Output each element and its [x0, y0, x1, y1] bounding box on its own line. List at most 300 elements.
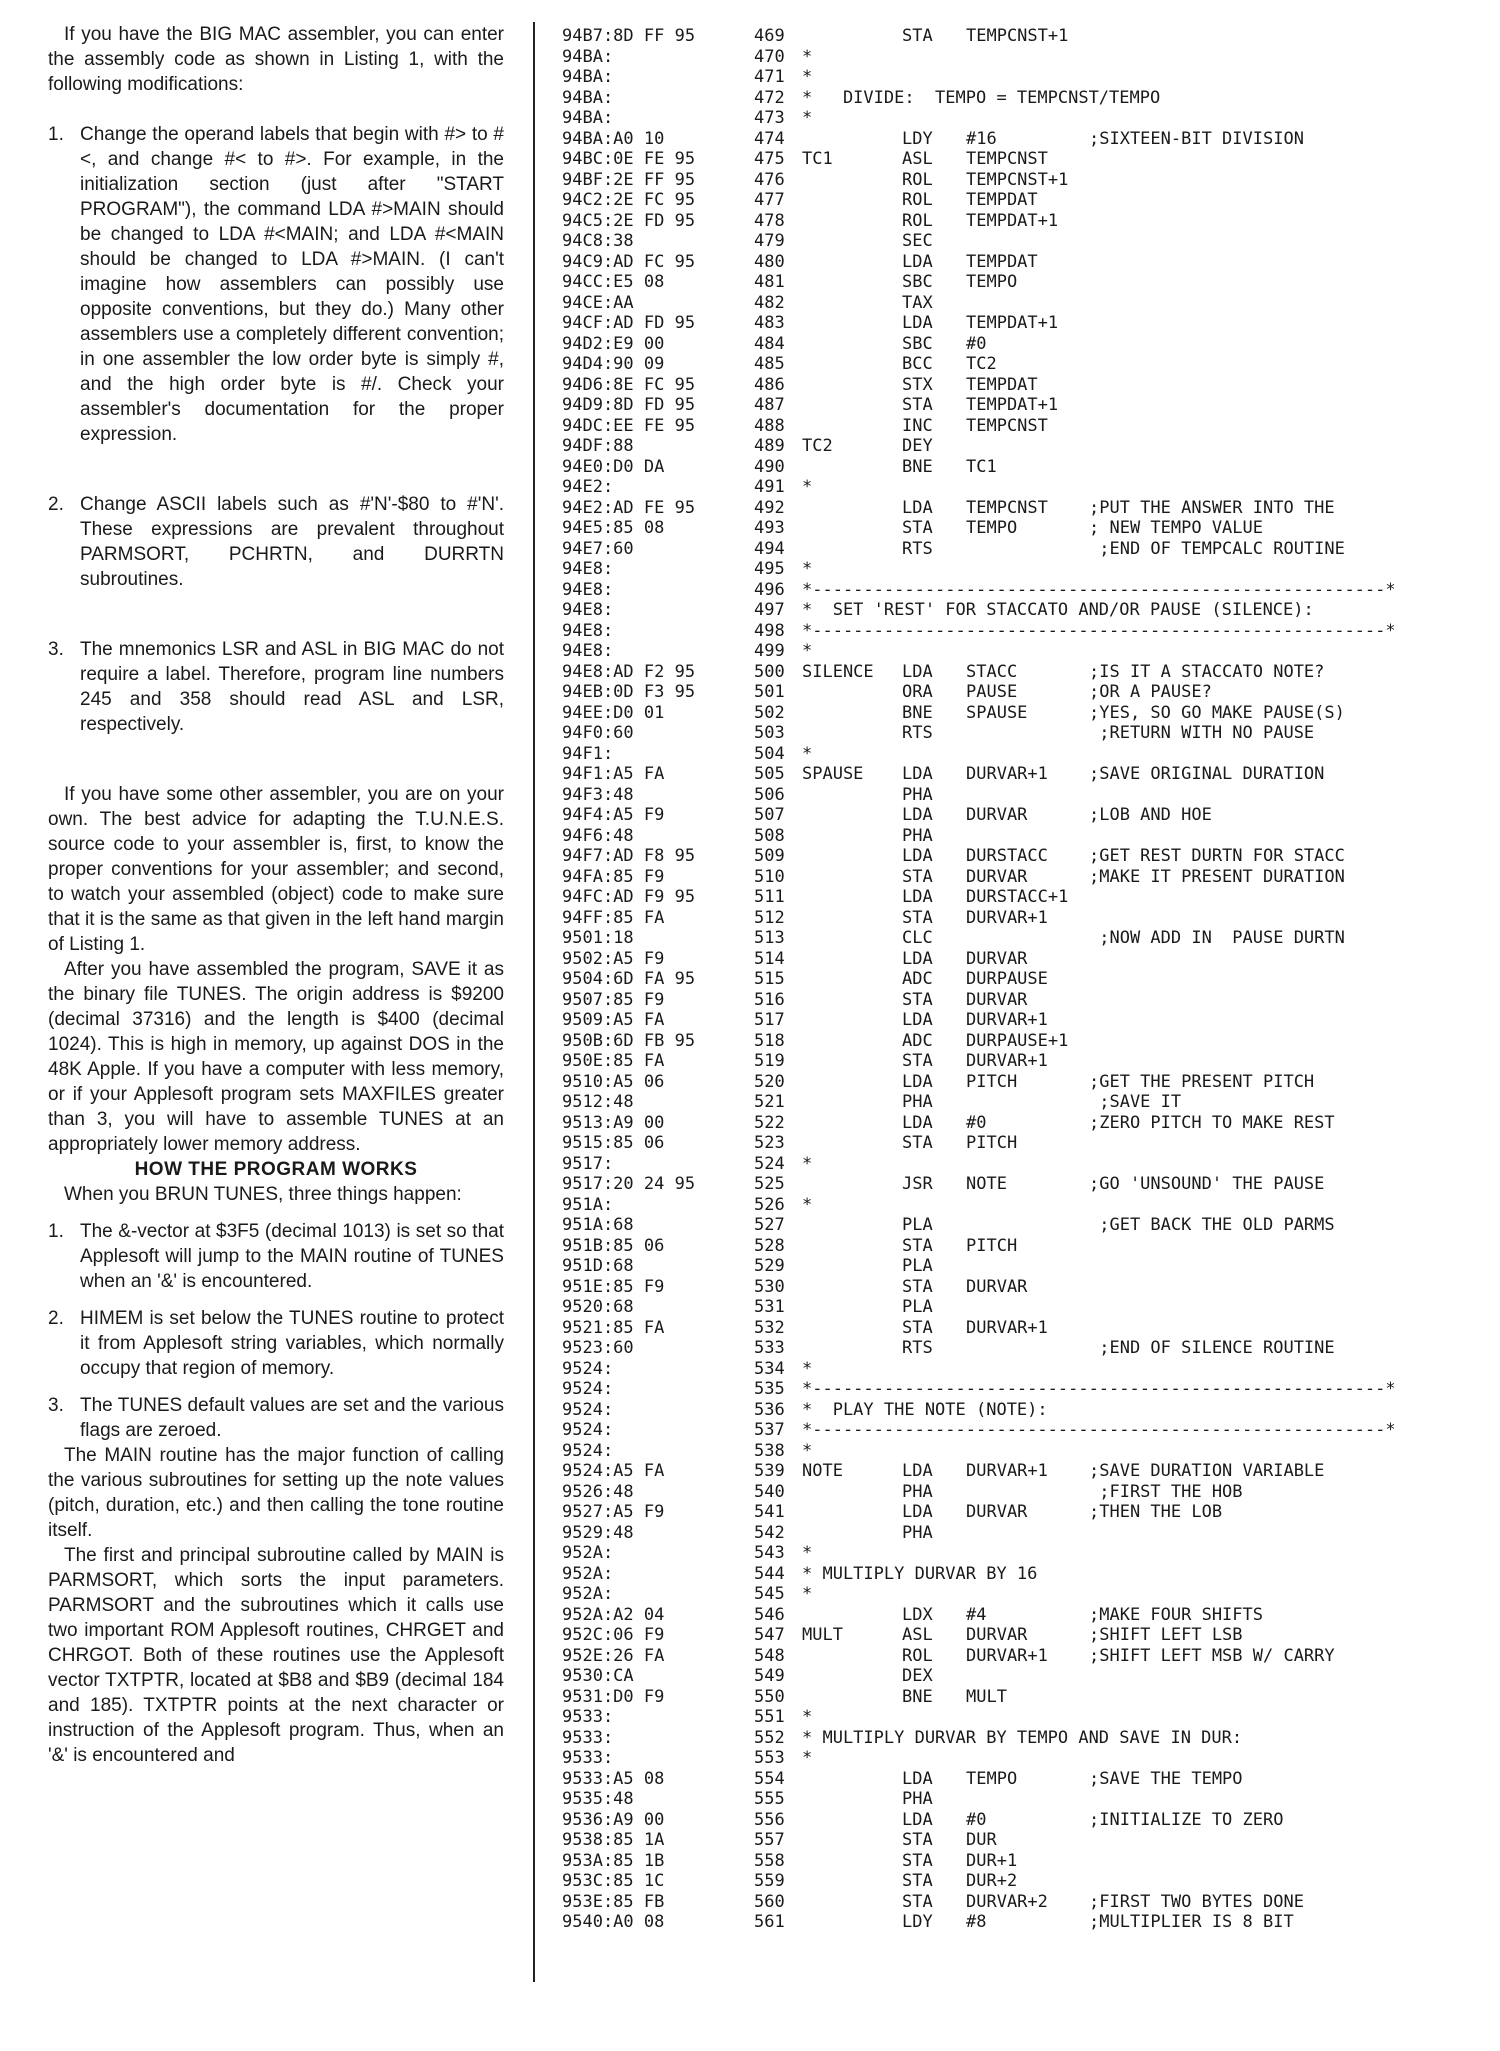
- listing-opcode: STX: [902, 374, 933, 395]
- listing-address: 94D2:E9 00: [562, 333, 665, 354]
- intro-paragraph: If you have the BIG MAC assembler, you can enter the assembly code as shown in Listing 1, with the following modifications:: [48, 24, 504, 95]
- listing-directive: *: [802, 559, 813, 579]
- listing-comment: ;MULTIPLIER IS 8 BIT: [1089, 1912, 1294, 1932]
- listing-address: 94D9:8D FD 95: [562, 395, 696, 415]
- listing-operand: PITCH: [966, 1133, 1018, 1153]
- listing-line-number: 483: [754, 313, 785, 333]
- listing-line: [562, 1092, 1492, 1113]
- listing-line: [562, 1625, 1492, 1646]
- listing-address: 94DC:EE FE 95: [562, 415, 696, 436]
- listing-comment: ;SHIFT LEFT LSB: [1089, 1625, 1243, 1645]
- listing-opcode: LDX: [902, 1604, 933, 1625]
- listing-line-number: 505: [754, 764, 785, 784]
- listing-line: [562, 1646, 1492, 1667]
- listing-operand: TEMPCNST: [966, 149, 1048, 169]
- listing-opcode: ASL: [902, 149, 933, 169]
- listing-address: 94E8:: [562, 600, 614, 620]
- listing-address: 94E2:AD FE 95: [562, 497, 696, 518]
- listing-line: [562, 1400, 1492, 1421]
- listing-line-number: 520: [754, 1071, 785, 1092]
- listing-comment: ;YES, SO GO MAKE PAUSE(S): [1089, 702, 1345, 723]
- step-item: [48, 1393, 504, 1443]
- listing-line: [562, 1359, 1492, 1380]
- listing-line-number: 478: [754, 210, 785, 231]
- listing-line: [562, 682, 1492, 703]
- listing-line-number: 539: [754, 1461, 785, 1481]
- paragraph: The first and principal subroutine called by MAIN is PARMSORT, which sorts the input parameters. PARMSORT and the subroutines which it calls use two important ROM Applesoft routines, CHRGET and CHRGOT. Both of these routines use the Applesoft vector TXTPTR, located at $B8 and $B9 (decimal 184 and 185). TXTPTR points at the next character or instruction of the Applesoft program. Thus, when an '&' is encountered and: [48, 1545, 504, 1766]
- listing-address: 952C:06 F9: [562, 1625, 665, 1645]
- listing-line-number: 561: [754, 1912, 785, 1932]
- listing-comment: ;GO 'UNSOUND' THE PAUSE: [1089, 1174, 1325, 1194]
- listing-opcode: BNE: [902, 1686, 933, 1707]
- listing-operand: DURVAR+1: [966, 1317, 1048, 1338]
- listing-address: 953A:85 1B: [562, 1850, 665, 1871]
- paragraph: If you have some other assembler, you are on your own. The best advice for adapting the T.U.N.E.S. source code to your assembler is, first, to know the proper conventions for your assembler; and second, to watch your assembled (object) code to make sure that it is the same as that given in the left hand margin of Listing 1.: [48, 784, 504, 955]
- listing-line: [562, 1543, 1492, 1564]
- article-text-column: [48, 22, 504, 1768]
- listing-comment: ;GET BACK THE OLD PARMS: [1089, 1215, 1335, 1235]
- listing-operand: DURVAR: [966, 948, 1028, 969]
- listing-line-number: 530: [754, 1276, 785, 1297]
- listing-line-number: 519: [754, 1051, 785, 1071]
- listing-line: [562, 477, 1492, 498]
- listing-line: [562, 1564, 1492, 1585]
- listing-directive: *: [802, 1707, 813, 1727]
- listing-operand: TEMPO: [966, 518, 1018, 538]
- listing-line-number: 548: [754, 1645, 785, 1666]
- listing-opcode: LDA: [902, 948, 933, 969]
- modification-item: [48, 637, 504, 737]
- listing-opcode: DEY: [902, 436, 933, 456]
- listing-line: [562, 1748, 1492, 1769]
- listing-address: 9533:: [562, 1707, 614, 1727]
- listing-line-number: 526: [754, 1194, 785, 1215]
- listing-line: [562, 1072, 1492, 1093]
- listing-line-number: 545: [754, 1584, 785, 1604]
- listing-line: [562, 1277, 1492, 1298]
- listing-line-number: 546: [754, 1604, 785, 1625]
- item-text: Change ASCII labels such as #'N'-$80 to #'N'. These expressions are prevalent throughout PARMSORT, PCHRTN, and DURRTN subroutines.: [80, 494, 504, 590]
- listing-operand: TEMPCNST+1: [966, 26, 1069, 46]
- listing-line: [562, 1810, 1492, 1831]
- listing-line: [562, 1912, 1492, 1933]
- listing-line-number: 499: [754, 641, 785, 661]
- listing-opcode: STA: [902, 1317, 933, 1338]
- listing-address: 94E2:: [562, 477, 614, 497]
- listing-line-number: 549: [754, 1666, 785, 1686]
- listing-line-number: 552: [754, 1727, 785, 1748]
- listing-line-number: 485: [754, 354, 785, 374]
- listing-directive: *: [802, 743, 813, 764]
- item-number: 3.: [48, 1395, 64, 1416]
- listing-address: 94EB:0D F3 95: [562, 682, 696, 702]
- listing-address: 94BA:A0 10: [562, 128, 665, 149]
- listing-opcode: SBC: [902, 272, 933, 292]
- listing-opcode: ADC: [902, 1030, 933, 1051]
- listing-line-number: 472: [754, 87, 785, 108]
- listing-opcode: PHA: [902, 784, 933, 805]
- listing-operand: TC2: [966, 354, 997, 374]
- listing-address: 94E5:85 08: [562, 518, 665, 538]
- listing-line-number: 550: [754, 1686, 785, 1707]
- listing-operand: TEMPO: [966, 1768, 1018, 1789]
- listing-line: [562, 395, 1492, 416]
- column-divider: [533, 22, 535, 1982]
- listing-directive: * PLAY THE NOTE (NOTE):: [802, 1399, 1048, 1420]
- listing-address: 953C:85 1C: [562, 1871, 665, 1891]
- listing-operand: DUR: [966, 1830, 997, 1850]
- listing-address: 950E:85 FA: [562, 1051, 665, 1071]
- listing-operand: TC1: [966, 456, 997, 477]
- listing-operand: DURVAR: [966, 989, 1028, 1010]
- listing-directive: *: [802, 641, 813, 661]
- listing-line-number: 493: [754, 518, 785, 538]
- listing-operand: #0: [966, 1112, 987, 1133]
- listing-address: 951A:: [562, 1194, 614, 1215]
- listing-directive: *: [802, 1440, 813, 1461]
- listing-line: [562, 1769, 1492, 1790]
- listing-comment: ;LOB AND HOE: [1089, 805, 1212, 825]
- listing-address: 9504:6D FA 95: [562, 969, 696, 989]
- listing-address: 951D:68: [562, 1256, 634, 1276]
- listing-address: 950B:6D FB 95: [562, 1030, 696, 1051]
- listing-address: 951B:85 06: [562, 1235, 665, 1256]
- listing-opcode: RTS: [902, 1338, 933, 1358]
- listing-address: 94E8:: [562, 559, 614, 579]
- listing-directive: *: [802, 1153, 813, 1174]
- listing-operand: DURVAR: [966, 1502, 1028, 1522]
- item-number: 2.: [48, 1308, 64, 1329]
- listing-line-number: 473: [754, 108, 785, 128]
- listing-opcode: LDA: [902, 1809, 933, 1830]
- listing-operand: PITCH: [966, 1235, 1018, 1256]
- listing-address: 94F0:60: [562, 723, 634, 743]
- listing-line-number: 503: [754, 723, 785, 743]
- listing-line: [562, 1133, 1492, 1154]
- listing-line: [562, 887, 1492, 908]
- listing-line: [562, 1051, 1492, 1072]
- listing-comment: ;ZERO PITCH TO MAKE REST: [1089, 1112, 1335, 1133]
- listing-line-number: 514: [754, 948, 785, 969]
- listing-line: [562, 1195, 1492, 1216]
- listing-address: 94E0:D0 DA: [562, 456, 665, 477]
- listing-line: [562, 1379, 1492, 1400]
- listing-line-number: 501: [754, 682, 785, 702]
- listing-operand: TEMPDAT+1: [966, 210, 1059, 231]
- listing-address: 9515:85 06: [562, 1133, 665, 1153]
- listing-address: 94F1:A5 FA: [562, 764, 665, 784]
- listing-opcode: LDA: [902, 764, 933, 784]
- listing-address: 9507:85 F9: [562, 989, 665, 1010]
- listing-line: [562, 867, 1492, 888]
- listing-line: [562, 641, 1492, 662]
- listing-opcode: PHA: [902, 1481, 933, 1502]
- listing-comment: ;RETURN WITH NO PAUSE: [1089, 723, 1315, 743]
- listing-line-number: 475: [754, 149, 785, 169]
- listing-opcode: STA: [902, 1051, 933, 1071]
- listing-line: [562, 1010, 1492, 1031]
- listing-opcode: LDA: [902, 497, 933, 518]
- listing-opcode: CLC: [902, 928, 933, 948]
- listing-line: [562, 785, 1492, 806]
- listing-line: [562, 1728, 1492, 1749]
- listing-address: 9529:48: [562, 1522, 634, 1543]
- listing-line-number: 510: [754, 866, 785, 887]
- item-number: 1.: [48, 1221, 64, 1242]
- listing-line-number: 481: [754, 272, 785, 292]
- listing-address: 94DF:88: [562, 436, 634, 456]
- listing-operand: NOTE: [966, 1174, 1007, 1194]
- listing-address: 9513:A9 00: [562, 1112, 665, 1133]
- listing-operand: DURVAR: [966, 1625, 1028, 1645]
- listing-line-number: 506: [754, 784, 785, 805]
- item-text: The &-vector at $3F5 (decimal 1013) is set so that Applesoft will jump to the MAIN routine of TUNES when an '&' is encountered.: [80, 1221, 504, 1292]
- listing-address: 94E8:AD F2 95: [562, 661, 696, 682]
- listing-opcode: LDA: [902, 661, 933, 682]
- listing-line-number: 536: [754, 1399, 785, 1420]
- listing-operand: MULT: [966, 1686, 1007, 1707]
- listing-address: 953E:85 FB: [562, 1891, 665, 1912]
- listing-line: [562, 580, 1492, 601]
- listing-opcode: LDY: [902, 1912, 933, 1932]
- listing-line: [562, 1441, 1492, 1462]
- listing-address: 9533:A5 08: [562, 1768, 665, 1789]
- listing-opcode: ROL: [902, 210, 933, 231]
- listing-line: [562, 1687, 1492, 1708]
- listing-address: 9523:60: [562, 1338, 634, 1358]
- listing-line-number: 540: [754, 1481, 785, 1502]
- listing-opcode: PLA: [902, 1297, 933, 1317]
- listing-opcode: LDA: [902, 1071, 933, 1092]
- listing-line-number: 532: [754, 1317, 785, 1338]
- listing-address: 952A:A2 04: [562, 1604, 665, 1625]
- listing-directive: *: [802, 108, 813, 128]
- listing-address: 94CE:AA: [562, 292, 634, 313]
- listing-line: [562, 1605, 1492, 1626]
- listing-line: [562, 1502, 1492, 1523]
- listing-address: 94D6:8E FC 95: [562, 374, 696, 395]
- listing-address: 9533:: [562, 1748, 614, 1768]
- listing-operand: DURSTACC: [966, 846, 1048, 866]
- listing-operand: DURVAR+1: [966, 1461, 1048, 1481]
- listing-opcode: RTS: [902, 723, 933, 743]
- listing-address: 94F7:AD F8 95: [562, 846, 696, 866]
- listing-opcode: INC: [902, 415, 933, 436]
- listing-address: 9524:A5 FA: [562, 1461, 665, 1481]
- listing-line: [562, 1666, 1492, 1687]
- listing-opcode: LDA: [902, 1502, 933, 1522]
- listing-address: 9521:85 FA: [562, 1317, 665, 1338]
- listing-opcode: STA: [902, 866, 933, 887]
- item-number: 2.: [48, 494, 64, 515]
- listing-directive: * MULTIPLY DURVAR BY TEMPO AND SAVE IN DUR:: [802, 1727, 1243, 1748]
- listing-line: [562, 88, 1492, 109]
- listing-address: 9526:48: [562, 1481, 634, 1502]
- listing-line: [562, 703, 1492, 724]
- listing-line-number: 554: [754, 1768, 785, 1789]
- listing-address: 9517:: [562, 1153, 614, 1174]
- listing-opcode: BCC: [902, 354, 933, 374]
- listing-line-number: 507: [754, 805, 785, 825]
- listing-line: [562, 375, 1492, 396]
- listing-operand: TEMPDAT: [966, 251, 1038, 272]
- listing-line-number: 521: [754, 1092, 785, 1112]
- listing-operand: TEMPDAT+1: [966, 395, 1059, 415]
- listing-line: [562, 621, 1492, 642]
- listing-line: [562, 1154, 1492, 1175]
- listing-line: [562, 723, 1492, 744]
- listing-line: [562, 1113, 1492, 1134]
- listing-directive: *--------------------------------------------------------*: [802, 620, 1396, 641]
- listing-line: [562, 1851, 1492, 1872]
- listing-line: [562, 498, 1492, 519]
- listing-address: 9524:: [562, 1420, 614, 1440]
- listing-directive: *: [802, 1748, 813, 1768]
- listing-line: [562, 1830, 1492, 1851]
- listing-address: 9535:48: [562, 1789, 634, 1809]
- listing-operand: #0: [966, 333, 987, 354]
- listing-line: [562, 190, 1492, 211]
- item-number: 1.: [48, 124, 64, 145]
- listing-address: 94CF:AD FD 95: [562, 313, 696, 333]
- listing-line: [562, 272, 1492, 293]
- listing-line: [562, 969, 1492, 990]
- listing-opcode: ROL: [902, 169, 933, 190]
- listing-line-number: 502: [754, 702, 785, 723]
- listing-operand: DURVAR+1: [966, 907, 1048, 928]
- item-text: The mnemonics LSR and ASL in BIG MAC do not require a label. Therefore, program line numbers 245 and 358 should read ASL and LSR, respectively.: [80, 639, 504, 735]
- listing-label: NOTE: [802, 1461, 843, 1481]
- listing-address: 94C9:AD FC 95: [562, 251, 696, 272]
- listing-line-number: 498: [754, 620, 785, 641]
- listing-line: [562, 170, 1492, 191]
- listing-comment: ;SAVE IT: [1089, 1092, 1182, 1112]
- listing-line: [562, 1584, 1492, 1605]
- listing-line: [562, 26, 1492, 47]
- listing-line: [562, 108, 1492, 129]
- listing-address: 951A:68: [562, 1215, 634, 1235]
- listing-line-number: 471: [754, 67, 785, 87]
- listing-line-number: 527: [754, 1215, 785, 1235]
- listing-address: 952A:: [562, 1584, 614, 1604]
- listing-label: MULT: [802, 1625, 843, 1645]
- listing-directive: *: [802, 1358, 813, 1379]
- listing-line: [562, 1482, 1492, 1503]
- listing-opcode: STA: [902, 1133, 933, 1153]
- item-text: HIMEM is set below the TUNES routine to protect it from Applesoft string variables, which normally occupy that region of memory.: [80, 1308, 504, 1379]
- listing-opcode: DEX: [902, 1666, 933, 1686]
- listing-line-number: 511: [754, 887, 785, 907]
- listing-address: 9524:: [562, 1379, 614, 1399]
- listing-address: 94F1:: [562, 743, 614, 764]
- listing-line: [562, 1789, 1492, 1810]
- listing-comment: ;MAKE IT PRESENT DURATION: [1089, 866, 1345, 887]
- listing-line: [562, 1338, 1492, 1359]
- listing-comment: ;END OF TEMPCALC ROUTINE: [1089, 538, 1345, 559]
- listing-operand: DURPAUSE: [966, 969, 1048, 989]
- item-text: Change the operand labels that begin with #> to #<, and change #< to #>. For example, in the initialization section (just after "START PROGRAM"), the command LDA #>MAIN should be changed to LDA #<MAIN; and LDA #<MAIN should be changed to LDA #>MAIN. (I can't imagine how assemblers can possibly use opposite conventions, but they do.) Many other assemblers use a completely different convention; in one assembler the low order byte is simply #, and the high order byte is #/. Check your assembler's documentation for the proper expression.: [80, 124, 504, 445]
- listing-opcode: PHA: [902, 1789, 933, 1809]
- listing-operand: PITCH: [966, 1071, 1018, 1092]
- modification-item: [48, 492, 504, 592]
- listing-line: [562, 908, 1492, 929]
- listing-directive: *: [802, 46, 813, 67]
- paragraph: When you BRUN TUNES, three things happen:: [64, 1184, 462, 1205]
- listing-opcode: TAX: [902, 292, 933, 313]
- listing-comment: ;FIRST TWO BYTES DONE: [1089, 1891, 1304, 1912]
- listing-opcode: LDA: [902, 1461, 933, 1481]
- listing-line: [562, 928, 1492, 949]
- listing-address: 94C8:38: [562, 231, 634, 251]
- listing-opcode: STA: [902, 1830, 933, 1850]
- listing-opcode: BNE: [902, 702, 933, 723]
- assembly-listing: [562, 26, 1492, 1933]
- listing-line-number: 538: [754, 1440, 785, 1461]
- listing-line: [562, 1174, 1492, 1195]
- listing-line: [562, 990, 1492, 1011]
- listing-operand: DURVAR: [966, 1276, 1028, 1297]
- listing-line-number: 517: [754, 1010, 785, 1030]
- listing-address: 94E8:: [562, 579, 614, 600]
- listing-line: [562, 1236, 1492, 1257]
- listing-address: 94C5:2E FD 95: [562, 210, 696, 231]
- listing-line-number: 494: [754, 538, 785, 559]
- listing-address: 94EE:D0 01: [562, 702, 665, 723]
- listing-comment: ; NEW TEMPO VALUE: [1089, 518, 1263, 538]
- listing-line-number: 492: [754, 497, 785, 518]
- listing-label: TC2: [802, 436, 833, 456]
- listing-opcode: STA: [902, 1235, 933, 1256]
- listing-operand: DUR+1: [966, 1850, 1018, 1871]
- listing-line-number: 496: [754, 579, 785, 600]
- listing-operand: STACC: [966, 661, 1018, 682]
- listing-line: [562, 949, 1492, 970]
- listing-line-number: 479: [754, 231, 785, 251]
- listing-line: [562, 1461, 1492, 1482]
- listing-comment: ;OR A PAUSE?: [1089, 682, 1212, 702]
- listing-comment: ;SAVE THE TEMPO: [1089, 1768, 1243, 1789]
- listing-operand: TEMPO: [966, 272, 1018, 292]
- listing-line-number: 482: [754, 292, 785, 313]
- listing-line: [562, 149, 1492, 170]
- listing-operand: DURVAR+2: [966, 1891, 1048, 1912]
- listing-opcode: STA: [902, 989, 933, 1010]
- listing-operand: DURPAUSE+1: [966, 1030, 1069, 1051]
- listing-line: [562, 1318, 1492, 1339]
- listing-line: [562, 457, 1492, 478]
- listing-comment: ;THEN THE LOB: [1089, 1502, 1223, 1522]
- listing-line: [562, 559, 1492, 580]
- listing-line-number: 542: [754, 1522, 785, 1543]
- listing-opcode: STA: [902, 1850, 933, 1871]
- listing-address: 951E:85 F9: [562, 1276, 665, 1297]
- listing-line: [562, 1892, 1492, 1913]
- listing-line: [562, 1215, 1492, 1236]
- listing-directive: *: [802, 1584, 813, 1604]
- listing-address: 94F6:48: [562, 825, 634, 846]
- listing-address: 9536:A9 00: [562, 1809, 665, 1830]
- listing-comment: ;GET THE PRESENT PITCH: [1089, 1071, 1315, 1092]
- listing-line-number: 469: [754, 26, 785, 46]
- listing-line: [562, 313, 1492, 334]
- listing-opcode: PHA: [902, 1092, 933, 1112]
- listing-address: 94FF:85 FA: [562, 907, 665, 928]
- listing-operand: TEMPDAT: [966, 190, 1038, 210]
- listing-directive: * DIVIDE: TEMPO = TEMPCNST/TEMPO: [802, 87, 1161, 108]
- listing-operand: DUR+2: [966, 1871, 1018, 1891]
- listing-address: 9540:A0 08: [562, 1912, 665, 1932]
- listing-address: 9524:: [562, 1399, 614, 1420]
